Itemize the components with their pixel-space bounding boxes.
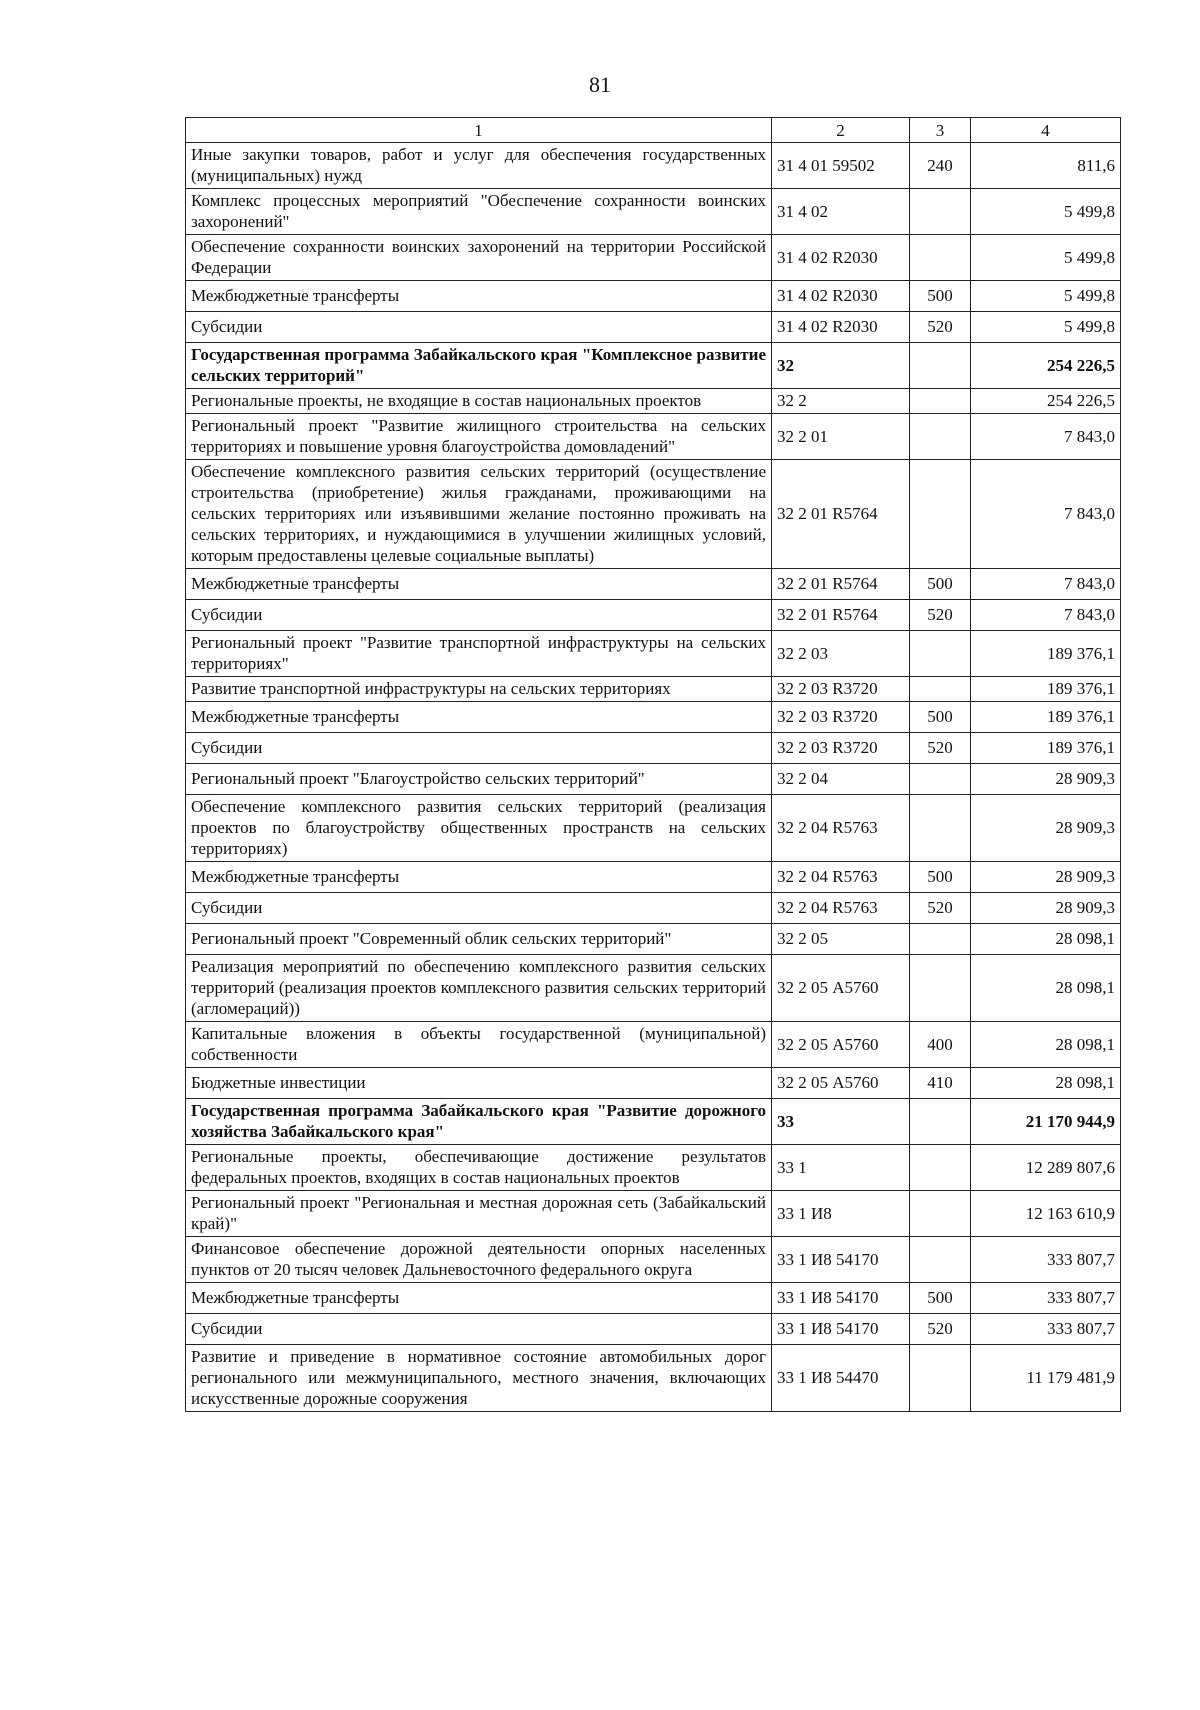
table-row	[186, 235, 1121, 281]
row-name: Субсидии	[186, 1314, 772, 1345]
row-expense-type: 520	[910, 1314, 971, 1345]
row-code: 32 2 01	[772, 414, 910, 460]
row-code: 32 2 03 R3720	[772, 702, 910, 733]
page-number: 81	[589, 72, 611, 97]
row-expense-type: 500	[910, 569, 971, 600]
table-row	[186, 677, 1121, 702]
row-amount: 28 909,3	[971, 862, 1121, 893]
column-header-type: 3	[910, 118, 971, 143]
table-row	[186, 1283, 1121, 1314]
row-code: 33	[772, 1099, 910, 1145]
row-name: Финансовое обеспечение дорожной деятельности опорных населенных пунктов от 20 тысяч человек Дальневосточного федерального округа	[186, 1237, 772, 1283]
row-amount: 7 843,0	[971, 600, 1121, 631]
row-expense-type	[910, 795, 971, 862]
row-expense-type	[910, 343, 971, 389]
row-expense-type	[910, 1237, 971, 1283]
row-code: 33 1 И8	[772, 1191, 910, 1237]
row-expense-type	[910, 1191, 971, 1237]
row-expense-type	[910, 235, 971, 281]
table-row	[186, 389, 1121, 414]
table-row	[186, 733, 1121, 764]
column-header-code: 2	[772, 118, 910, 143]
row-name: Государственная программа Забайкальского края "Комплексное развитие сельских территорий"	[186, 343, 772, 389]
row-expense-type: 520	[910, 733, 971, 764]
row-expense-type: 500	[910, 862, 971, 893]
table-row	[186, 189, 1121, 235]
row-amount: 28 098,1	[971, 955, 1121, 1022]
table-row	[186, 281, 1121, 312]
row-code: 32 2 04 R5763	[772, 893, 910, 924]
row-name: Межбюджетные трансферты	[186, 281, 772, 312]
row-expense-type: 500	[910, 281, 971, 312]
row-amount: 189 376,1	[971, 677, 1121, 702]
row-code: 31 4 02 R2030	[772, 235, 910, 281]
row-expense-type: 520	[910, 600, 971, 631]
row-code: 32	[772, 343, 910, 389]
row-amount: 28 909,3	[971, 795, 1121, 862]
row-amount: 12 163 610,9	[971, 1191, 1121, 1237]
row-expense-type: 500	[910, 1283, 971, 1314]
row-code: 32 2 05	[772, 924, 910, 955]
row-name: Межбюджетные трансферты	[186, 702, 772, 733]
row-expense-type	[910, 677, 971, 702]
row-code: 32 2 01 R5764	[772, 569, 910, 600]
row-code: 32 2 01 R5764	[772, 460, 910, 569]
row-expense-type	[910, 955, 971, 1022]
table-row	[186, 343, 1121, 389]
row-code: 32 2 01 R5764	[772, 600, 910, 631]
table-row	[186, 631, 1121, 677]
table-row	[186, 795, 1121, 862]
row-expense-type: 520	[910, 312, 971, 343]
row-code: 32 2 05 А5760	[772, 1068, 910, 1099]
row-name: Субсидии	[186, 733, 772, 764]
row-code: 31 4 02 R2030	[772, 312, 910, 343]
row-amount: 189 376,1	[971, 631, 1121, 677]
table-row	[186, 312, 1121, 343]
table-row	[186, 1068, 1121, 1099]
table-row	[186, 569, 1121, 600]
row-code: 32 2 04 R5763	[772, 795, 910, 862]
table-row	[186, 1099, 1121, 1145]
row-name: Государственная программа Забайкальского края "Развитие дорожного хозяйства Забайкальского края"	[186, 1099, 772, 1145]
row-amount: 333 807,7	[971, 1237, 1121, 1283]
row-name: Развитие и приведение в нормативное состояние автомобильных дорог регионального или межмуниципального, местного значения, включающих искусственные дорожные сооружения	[186, 1345, 772, 1412]
row-code: 33 1 И8 54170	[772, 1283, 910, 1314]
row-amount: 189 376,1	[971, 733, 1121, 764]
row-name: Капитальные вложения в объекты государственной (муниципальной) собственности	[186, 1022, 772, 1068]
row-name: Межбюджетные трансферты	[186, 1283, 772, 1314]
table-row	[186, 414, 1121, 460]
row-name: Региональный проект "Развитие жилищного строительства на сельских территориях и повышение уровня благоустройства домовладений"	[186, 414, 772, 460]
table-row	[186, 460, 1121, 569]
table-row	[186, 1345, 1121, 1412]
table-body	[186, 143, 1121, 1412]
row-expense-type	[910, 1345, 971, 1412]
row-expense-type: 400	[910, 1022, 971, 1068]
table-row	[186, 955, 1121, 1022]
row-amount: 7 843,0	[971, 414, 1121, 460]
row-code: 33 1 И8 54170	[772, 1314, 910, 1345]
row-amount: 7 843,0	[971, 460, 1121, 569]
column-header-name: 1	[186, 118, 772, 143]
table-row	[186, 1314, 1121, 1345]
row-name: Бюджетные инвестиции	[186, 1068, 772, 1099]
row-code: 32 2 05 А5760	[772, 1022, 910, 1068]
row-code: 32 2 03	[772, 631, 910, 677]
row-amount: 28 098,1	[971, 924, 1121, 955]
row-name: Субсидии	[186, 312, 772, 343]
table-row	[186, 1022, 1121, 1068]
row-name: Обеспечение комплексного развития сельских территорий (осуществление строительства (приобретение) жилья гражданами, проживающими на сельских территориях или изъявившими желание постоянно проживать на сельских территориях, и нуждающимися в улучшении жилищных условий, которым предоставлены целевые социальные выплаты)	[186, 460, 772, 569]
row-name: Субсидии	[186, 600, 772, 631]
row-name: Обеспечение сохранности воинских захоронений на территории Российской Федерации	[186, 235, 772, 281]
table-row	[186, 764, 1121, 795]
table-row	[186, 143, 1121, 189]
row-amount: 12 289 807,6	[971, 1145, 1121, 1191]
row-expense-type	[910, 189, 971, 235]
table-header-row	[186, 118, 1121, 143]
table-row	[186, 702, 1121, 733]
row-name: Развитие транспортной инфраструктуры на сельских территориях	[186, 677, 772, 702]
row-name: Региональный проект "Развитие транспортной инфраструктуры на сельских территориях"	[186, 631, 772, 677]
table-row	[186, 1191, 1121, 1237]
row-name: Межбюджетные трансферты	[186, 862, 772, 893]
row-code: 31 4 01 59502	[772, 143, 910, 189]
table-row	[186, 862, 1121, 893]
row-code: 32 2 04 R5763	[772, 862, 910, 893]
row-expense-type: 520	[910, 893, 971, 924]
row-code: 31 4 02	[772, 189, 910, 235]
row-code: 32 2 04	[772, 764, 910, 795]
row-expense-type: 240	[910, 143, 971, 189]
row-amount: 28 909,3	[971, 893, 1121, 924]
row-expense-type	[910, 460, 971, 569]
row-name: Субсидии	[186, 893, 772, 924]
table-row	[186, 1237, 1121, 1283]
row-amount: 254 226,5	[971, 343, 1121, 389]
row-name: Реализация мероприятий по обеспечению комплексного развития сельских территорий (реализация проектов комплексного развития сельских территорий (агломераций))	[186, 955, 772, 1022]
row-amount: 811,6	[971, 143, 1121, 189]
row-expense-type	[910, 389, 971, 414]
row-expense-type	[910, 764, 971, 795]
row-amount: 333 807,7	[971, 1283, 1121, 1314]
row-amount: 28 909,3	[971, 764, 1121, 795]
row-name: Региональный проект "Благоустройство сельских территорий"	[186, 764, 772, 795]
row-code: 33 1 И8 54170	[772, 1237, 910, 1283]
row-name: Региональный проект "Региональная и местная дорожная сеть (Забайкальский край)"	[186, 1191, 772, 1237]
row-name: Региональный проект "Современный облик сельских территорий"	[186, 924, 772, 955]
row-amount: 5 499,8	[971, 281, 1121, 312]
row-expense-type	[910, 414, 971, 460]
row-name: Иные закупки товаров, работ и услуг для обеспечения государственных (муниципальных) нужд	[186, 143, 772, 189]
table-row	[186, 1145, 1121, 1191]
row-expense-type: 410	[910, 1068, 971, 1099]
table-row	[186, 924, 1121, 955]
table-row	[186, 893, 1121, 924]
row-amount: 7 843,0	[971, 569, 1121, 600]
row-amount: 5 499,8	[971, 312, 1121, 343]
row-code: 32 2	[772, 389, 910, 414]
row-name: Обеспечение комплексного развития сельских территорий (реализация проектов по благоустройству общественных пространств на сельских территориях)	[186, 795, 772, 862]
row-code: 32 2 03 R3720	[772, 677, 910, 702]
row-expense-type	[910, 631, 971, 677]
row-name: Региональные проекты, обеспечивающие достижение результатов федеральных проектов, входящих в состав национальных проектов	[186, 1145, 772, 1191]
row-code: 32 2 03 R3720	[772, 733, 910, 764]
row-expense-type	[910, 1099, 971, 1145]
row-amount: 189 376,1	[971, 702, 1121, 733]
budget-table	[185, 117, 1121, 1412]
row-expense-type: 500	[910, 702, 971, 733]
row-code: 32 2 05 А5760	[772, 955, 910, 1022]
row-code: 33 1 И8 54470	[772, 1345, 910, 1412]
row-code: 33 1	[772, 1145, 910, 1191]
row-amount: 5 499,8	[971, 235, 1121, 281]
row-code: 31 4 02 R2030	[772, 281, 910, 312]
row-expense-type	[910, 1145, 971, 1191]
row-amount: 28 098,1	[971, 1068, 1121, 1099]
row-name: Комплекс процессных мероприятий "Обеспечение сохранности воинских захоронений"	[186, 189, 772, 235]
row-amount: 333 807,7	[971, 1314, 1121, 1345]
row-amount: 254 226,5	[971, 389, 1121, 414]
table-row	[186, 600, 1121, 631]
row-amount: 11 179 481,9	[971, 1345, 1121, 1412]
row-amount: 28 098,1	[971, 1022, 1121, 1068]
column-header-amount: 4	[971, 118, 1121, 143]
row-amount: 21 170 944,9	[971, 1099, 1121, 1145]
row-expense-type	[910, 924, 971, 955]
row-name: Региональные проекты, не входящие в состав национальных проектов	[186, 389, 772, 414]
row-name: Межбюджетные трансферты	[186, 569, 772, 600]
row-amount: 5 499,8	[971, 189, 1121, 235]
